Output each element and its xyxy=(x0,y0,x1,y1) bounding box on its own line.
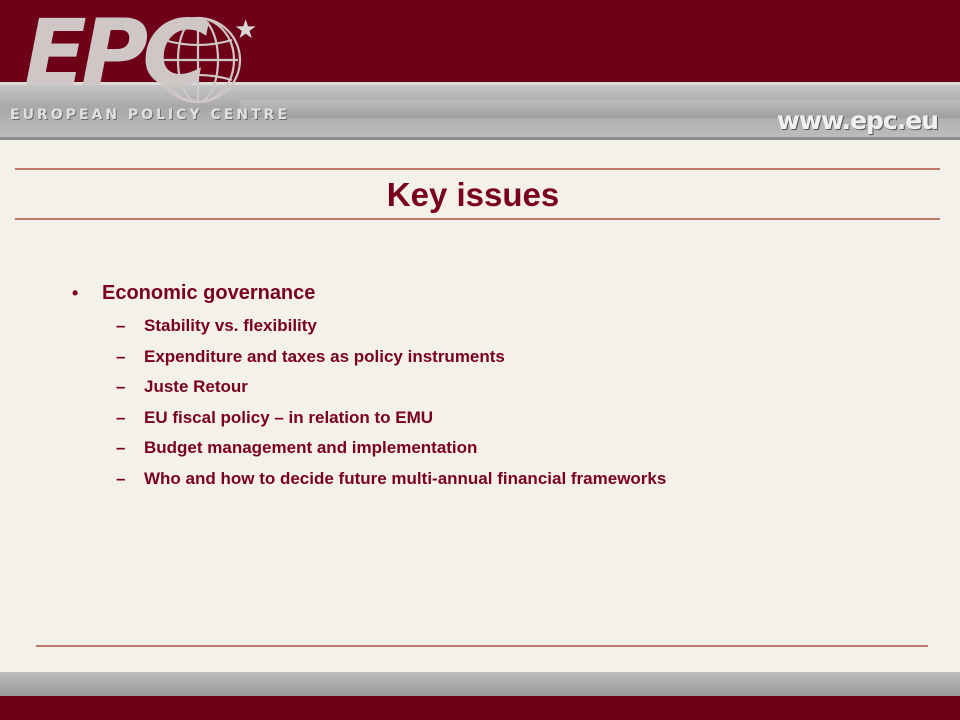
slide-title: Key issues xyxy=(386,176,560,213)
dash-icon: – xyxy=(116,407,126,427)
slide-content xyxy=(72,282,932,499)
sub-bullet-text: Budget management and implementation xyxy=(144,438,478,457)
footer-rule xyxy=(36,645,928,647)
sub-bullet-item xyxy=(116,316,932,347)
title-rule-bottom xyxy=(15,218,940,220)
bullet-label: Economic governance xyxy=(102,282,316,304)
sub-bullet-text: EU fiscal policy – in relation to EMU xyxy=(144,407,434,427)
organization-tagline: EUROPEAN POLICY CENTRE xyxy=(10,107,290,123)
sub-bullet-item xyxy=(116,408,932,439)
logo-text: EPC xyxy=(24,0,204,107)
dash-icon: – xyxy=(116,377,126,396)
sub-bullet-text: Expenditure and taxes as policy instruments xyxy=(144,346,505,366)
dash-icon: – xyxy=(116,468,126,488)
footer-red-band xyxy=(0,696,960,720)
title-rule-top xyxy=(15,168,940,170)
header-bottom-divider xyxy=(0,137,960,140)
sub-bullet-text: Stability vs. flexibility xyxy=(144,316,317,335)
footer-gray-band xyxy=(0,672,960,696)
dash-icon: – xyxy=(116,346,126,366)
sub-bullet-item xyxy=(116,469,932,500)
dash-icon: – xyxy=(116,316,126,335)
sub-bullet-text: Juste Retour xyxy=(144,377,248,396)
dash-icon: – xyxy=(116,438,126,457)
header-banner xyxy=(0,0,960,140)
sub-bullet-item xyxy=(116,377,932,408)
epc-logo xyxy=(10,0,260,107)
website-url: www.epc.eu xyxy=(776,106,938,135)
bullet-icon: • xyxy=(72,283,79,303)
sub-bullet-item xyxy=(116,438,932,469)
bullet-item xyxy=(72,282,932,312)
sub-bullet-text: Who and how to decide future multi-annual financial frameworks xyxy=(144,468,667,488)
sub-bullet-list xyxy=(116,316,932,499)
star-icon: ★ xyxy=(234,14,258,44)
sub-bullet-item xyxy=(116,347,932,378)
